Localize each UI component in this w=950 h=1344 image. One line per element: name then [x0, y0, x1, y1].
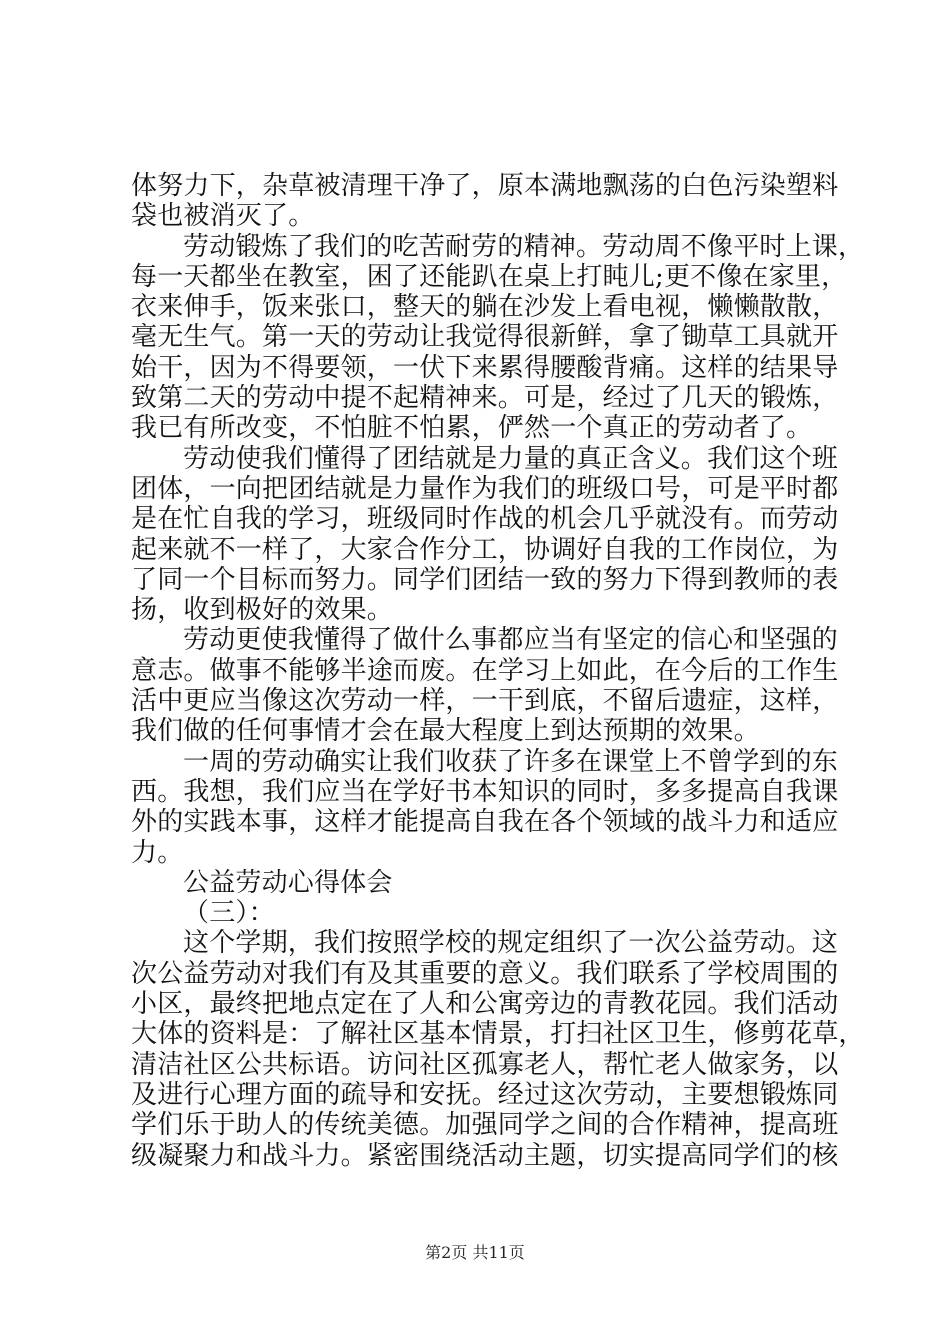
text-line: 致第二天的劳动中提不起精神来。可是，经过了几天的锻炼，	[131, 383, 839, 414]
text-line: 了同一个目标而努力。同学们团结一致的努力下得到教师的表	[131, 564, 839, 595]
text-line: 我们做的任何事情才会在最大程度上到达预期的效果。	[131, 716, 760, 747]
text-line: 及进行心理方面的疏导和安抚。经过这次劳动，主要想锻炼同	[131, 1079, 839, 1110]
text-line: 意志。做事不能够半途而废。在学习上如此，在今后的工作生	[131, 655, 839, 686]
paragraph-start-line: 这个学期，我们按照学校的规定组织了一次公益劳动。这	[183, 928, 839, 959]
text-line: 体努力下，杂草被清理干净了，原本满地飘荡的白色污染塑料	[131, 171, 839, 201]
section-heading: 公益劳动心得体会	[183, 867, 393, 898]
paragraph-start-line: 劳动锻炼了我们的吃苦耐劳的精神。劳动周不像平时上课，	[183, 231, 865, 262]
document-body	[131, 171, 865, 1171]
paragraph-start-line: 一周的劳动确实让我们收获了许多在课堂上不曾学到的东	[183, 746, 839, 777]
text-line: 衣来伸手，饭来张口，整天的躺在沙发上看电视，懒懒散散，	[131, 292, 839, 323]
text-line: 大体的资料是：了解社区基本情景，打扫社区卫生，修剪花草，	[131, 1019, 865, 1050]
text-line: 级凝聚力和战斗力。紧密围绕活动主题，切实提高同学们的核	[131, 1140, 839, 1171]
text-line: 袋也被消灭了。	[131, 201, 315, 232]
text-line: 活中更应当像这次劳动一样，一干到底，不留后遗症，这样，	[131, 686, 839, 717]
text-line: 次公益劳动对我们有及其重要的意义。我们联系了学校周围的	[131, 958, 839, 989]
text-line: 清洁社区公共标语。访问社区孤寡老人，帮忙老人做家务，以	[131, 1049, 839, 1080]
text-line: 学们乐于助人的传统美德。加强同学之间的合作精神，提高班	[131, 1110, 839, 1141]
section-subheading: （三）：	[183, 898, 275, 929]
text-line: 每一天都坐在教室，困了还能趴在桌上打盹儿;更不像在家里，	[131, 261, 848, 292]
paragraph-start-line: 劳动更使我懂得了做什么事都应当有坚定的信心和坚强的	[183, 625, 839, 656]
text-line: 是在忙自我的学习，班级同时作战的机会几乎就没有。而劳动	[131, 504, 839, 535]
page-number-footer: 第2页 共11页	[425, 1243, 525, 1262]
text-line: 小区，最终把地点定在了人和公寓旁边的青教花园。我们活动	[131, 989, 839, 1020]
paragraph-start-line: 劳动使我们懂得了团结就是力量的真正含义。我们这个班	[183, 443, 839, 474]
text-line: 毫无生气。第一天的劳动让我觉得很新鲜，拿了锄草工具就开	[131, 322, 839, 353]
text-line: 力。	[131, 837, 184, 868]
text-line: 西。我想，我们应当在学好书本知识的同时，多多提高自我课	[131, 776, 839, 807]
text-line: 始干，因为不得要领，一伏下来累得腰酸背痛。这样的结果导	[131, 352, 839, 383]
text-line: 扬，收到极好的效果。	[131, 595, 394, 626]
text-line: 团体，一向把团结就是力量作为我们的班级口号，可是平时都	[131, 473, 839, 504]
text-line: 外的实践本事，这样才能提高自我在各个领域的战斗力和适应	[131, 807, 839, 838]
text-line: 起来就不一样了，大家合作分工，协调好自我的工作岗位，为	[131, 534, 839, 565]
text-line: 我已有所改变，不怕脏不怕累，俨然一个真正的劳动者了。	[131, 413, 813, 444]
